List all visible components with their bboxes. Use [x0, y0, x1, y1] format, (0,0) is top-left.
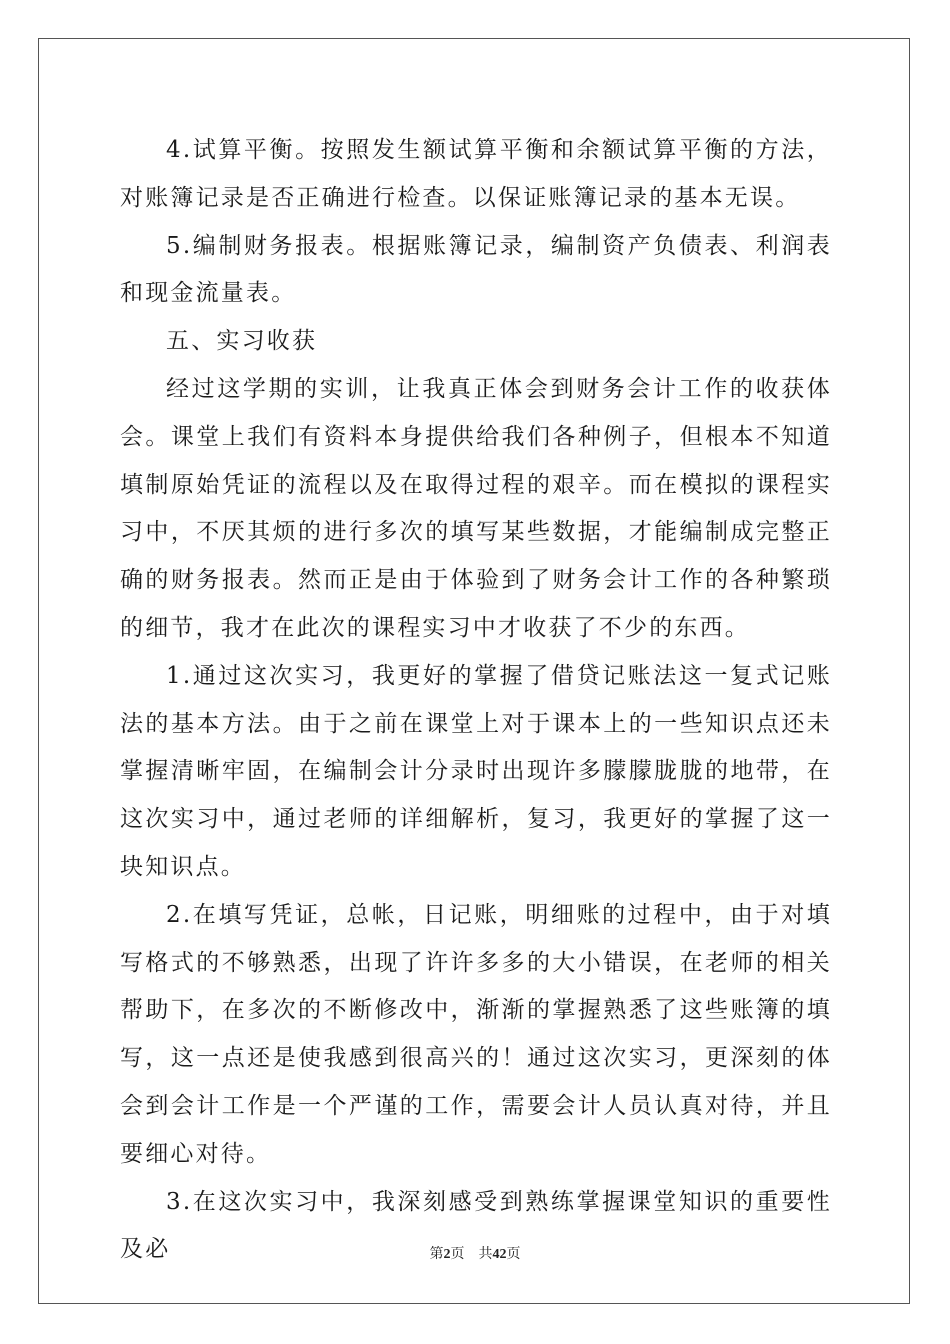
page-footer — [0, 1244, 950, 1265]
paragraph-gain-1: 1.通过这次实习，我更好的掌握了借贷记账法这一复式记账法的基本方法。由于之前在课堂上对于课本上的一些知识点还未掌握清晰牢固，在编制会计分录时出现许多朦朦胧胧的地带，在这次实习中，通过老师的详细解析，复习，我更好的掌握了这一块知识点。 — [120, 662, 832, 880]
footer-total-pages: 42 — [492, 1247, 507, 1262]
paragraph-gain-3: 3.在这次实习中，我深刻感受到熟练掌握课堂知识的重要性及必 — [120, 1188, 832, 1263]
paragraph-financial-statements: 5.编制财务报表。根据账簿记录，编制资产负债表、利润表和现金流量表。 — [120, 232, 832, 307]
paragraph-intro-gains: 经过这学期的实训，让我真正体会到财务会计工作的收获体会。课堂上我们有资料本身提供给我们各种例子，但根本不知道填制原始凭证的流程以及在取得过程的艰辛。而在模拟的课程实习中，不厌其烦的进行多次的填写某些数据，才能编制成完整正确的财务报表。然而正是由于体验到了财务会计工作的各种繁琐的细节，我才在此次的课程实习中才收获了不少的东西。 — [120, 375, 832, 641]
paragraph-gain-2: 2.在填写凭证，总帐，日记账，明细账的过程中，由于对填写格式的不够熟悉，出现了许许多多的大小错误，在老师的相关帮助下，在多次的不断修改中，渐渐的掌握熟悉了这些账簿的填写，这一点还是使我感到很高兴的！通过这次实习，更深刻的体会到会计工作是一个严谨的工作，需要会计人员认真对待，并且要细心对待。 — [120, 901, 832, 1167]
paragraph-trial-balance: 4.试算平衡。按照发生额试算平衡和余额试算平衡的方法，对账簿记录是否正确进行检查。以保证账簿记录的基本无误。 — [120, 137, 832, 211]
section-heading-internship-gains: 五、实习收获 — [166, 328, 318, 355]
document-body — [120, 127, 832, 1274]
footer-total-prefix: 共 — [478, 1246, 493, 1262]
footer-page-suffix: 页 — [450, 1246, 465, 1262]
footer-page-prefix: 第 — [429, 1246, 444, 1262]
footer-page-number: 2 — [443, 1247, 451, 1262]
footer-total-suffix: 页 — [506, 1246, 521, 1262]
